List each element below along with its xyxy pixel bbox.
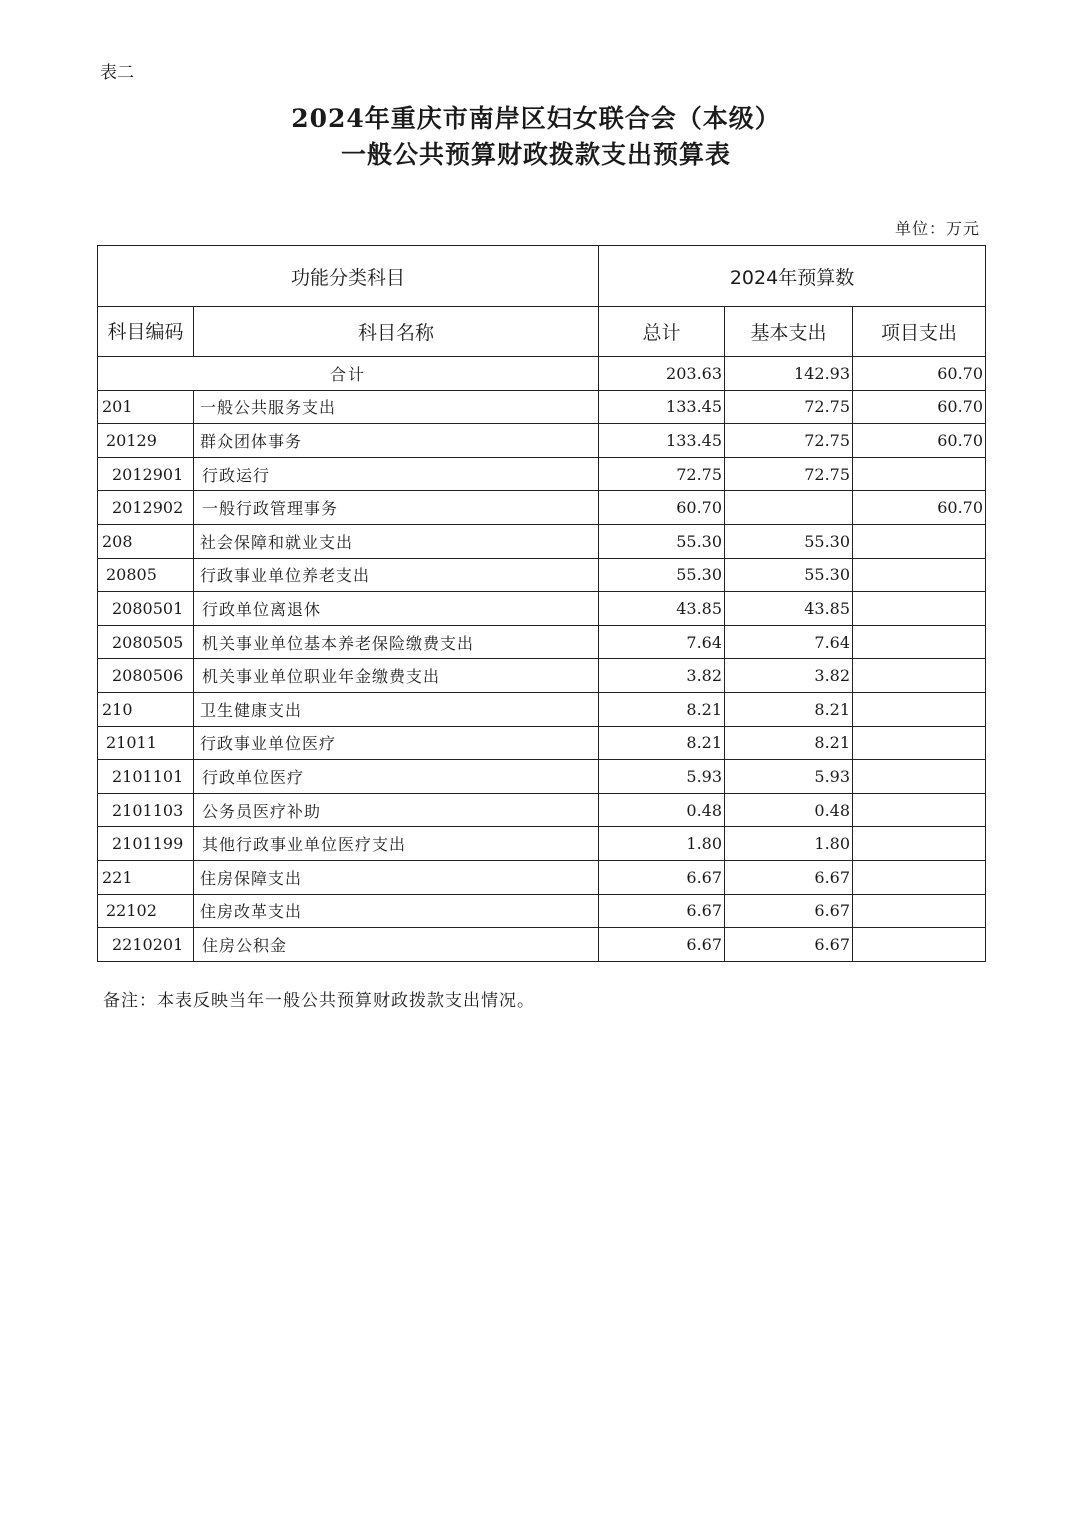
row-name: 一般公共服务支出 xyxy=(194,390,599,424)
row-code: 208 xyxy=(98,524,194,558)
row-total: 55.30 xyxy=(599,558,725,592)
row-total: 43.85 xyxy=(599,592,725,626)
row-project xyxy=(853,659,986,693)
row-project xyxy=(853,592,986,626)
row-total: 0.48 xyxy=(599,793,725,827)
row-project xyxy=(853,894,986,928)
row-project xyxy=(853,457,986,491)
table-row xyxy=(98,390,986,424)
row-project xyxy=(853,558,986,592)
row-name: 住房改革支出 xyxy=(194,894,599,928)
total-label: 合计 xyxy=(98,357,599,391)
row-total: 55.30 xyxy=(599,524,725,558)
table-row xyxy=(98,558,986,592)
row-total: 8.21 xyxy=(599,726,725,760)
footnote: 备注：本表反映当年一般公共预算财政拨款支出情况。 xyxy=(103,991,535,1011)
row-name: 其他行政事业单位医疗支出 xyxy=(194,827,599,861)
row-code: 2080506 xyxy=(98,659,194,693)
row-basic: 72.75 xyxy=(725,390,853,424)
table-row xyxy=(98,860,986,894)
header-name: 科目名称 xyxy=(194,307,599,357)
row-basic: 6.67 xyxy=(725,860,853,894)
row-basic: 8.21 xyxy=(725,726,853,760)
unit-label: 单位：万元 xyxy=(894,219,980,238)
row-total: 133.45 xyxy=(599,390,725,424)
table-row xyxy=(98,424,986,458)
row-project xyxy=(853,692,986,726)
row-total: 60.70 xyxy=(599,491,725,525)
table-row xyxy=(98,760,986,794)
table-row xyxy=(98,894,986,928)
row-code: 2012901 xyxy=(98,457,194,491)
row-basic: 6.67 xyxy=(725,894,853,928)
table-number-label: 表二 xyxy=(100,63,134,83)
header-function-category: 功能分类科目 xyxy=(98,246,599,307)
table-row xyxy=(98,457,986,491)
row-name: 住房保障支出 xyxy=(194,860,599,894)
header-total: 总计 xyxy=(599,307,725,357)
row-code: 20129 xyxy=(98,424,194,458)
table-row xyxy=(98,659,986,693)
row-project xyxy=(853,928,986,962)
header-basic: 基本支出 xyxy=(725,307,853,357)
row-basic xyxy=(725,491,853,525)
total-row xyxy=(98,357,986,391)
row-name: 行政单位医疗 xyxy=(194,760,599,794)
table-row xyxy=(98,726,986,760)
row-name: 卫生健康支出 xyxy=(194,692,599,726)
row-project xyxy=(853,860,986,894)
page-title-line-1: 2024年重庆市南岸区妇女联合会（本级） xyxy=(291,104,781,133)
row-name: 住房公积金 xyxy=(194,928,599,962)
header-project: 项目支出 xyxy=(853,307,986,357)
row-basic: 55.30 xyxy=(725,558,853,592)
row-basic: 43.85 xyxy=(725,592,853,626)
row-total: 1.80 xyxy=(599,827,725,861)
row-basic: 0.48 xyxy=(725,793,853,827)
table-row xyxy=(98,928,986,962)
row-basic: 8.21 xyxy=(725,692,853,726)
row-project xyxy=(853,793,986,827)
row-project xyxy=(853,726,986,760)
row-name: 行政运行 xyxy=(194,457,599,491)
row-name: 行政单位离退休 xyxy=(194,592,599,626)
row-basic: 72.75 xyxy=(725,424,853,458)
row-basic: 5.93 xyxy=(725,760,853,794)
row-code: 21011 xyxy=(98,726,194,760)
row-total: 6.67 xyxy=(599,928,725,962)
header-budget-2024: 2024年预算数 xyxy=(599,246,986,307)
row-project: 60.70 xyxy=(853,491,986,525)
table-row xyxy=(98,524,986,558)
row-total: 8.21 xyxy=(599,692,725,726)
row-project xyxy=(853,524,986,558)
header-code: 科目编码 xyxy=(98,307,194,357)
row-total: 6.67 xyxy=(599,894,725,928)
row-project: 60.70 xyxy=(853,390,986,424)
table-row xyxy=(98,827,986,861)
budget-table xyxy=(97,245,986,962)
row-basic: 6.67 xyxy=(725,928,853,962)
row-name: 机关事业单位职业年金缴费支出 xyxy=(194,659,599,693)
row-code: 221 xyxy=(98,860,194,894)
row-project xyxy=(853,625,986,659)
row-code: 22102 xyxy=(98,894,194,928)
row-total: 72.75 xyxy=(599,457,725,491)
row-code: 2080505 xyxy=(98,625,194,659)
row-code: 2080501 xyxy=(98,592,194,626)
table-row xyxy=(98,793,986,827)
row-name: 群众团体事务 xyxy=(194,424,599,458)
row-code: 201 xyxy=(98,390,194,424)
table-row xyxy=(98,491,986,525)
header-row-columns xyxy=(98,307,986,357)
table-row xyxy=(98,625,986,659)
row-basic: 1.80 xyxy=(725,827,853,861)
total-basic: 142.93 xyxy=(725,357,853,391)
page-title-line-2: 一般公共预算财政拨款支出预算表 xyxy=(340,140,731,169)
row-basic: 7.64 xyxy=(725,625,853,659)
row-total: 133.45 xyxy=(599,424,725,458)
row-total: 3.82 xyxy=(599,659,725,693)
row-name: 一般行政管理事务 xyxy=(194,491,599,525)
row-basic: 55.30 xyxy=(725,524,853,558)
row-total: 7.64 xyxy=(599,625,725,659)
row-name: 机关事业单位基本养老保险缴费支出 xyxy=(194,625,599,659)
row-name: 社会保障和就业支出 xyxy=(194,524,599,558)
row-basic: 3.82 xyxy=(725,659,853,693)
row-code: 2101103 xyxy=(98,793,194,827)
row-name: 行政事业单位医疗 xyxy=(194,726,599,760)
total-project: 60.70 xyxy=(853,357,986,391)
row-total: 6.67 xyxy=(599,860,725,894)
table-row xyxy=(98,592,986,626)
row-basic: 72.75 xyxy=(725,457,853,491)
row-code: 2210201 xyxy=(98,928,194,962)
row-project xyxy=(853,827,986,861)
total-total: 203.63 xyxy=(599,357,725,391)
row-code: 2012902 xyxy=(98,491,194,525)
row-code: 210 xyxy=(98,692,194,726)
row-code: 2101199 xyxy=(98,827,194,861)
row-total: 5.93 xyxy=(599,760,725,794)
row-code: 20805 xyxy=(98,558,194,592)
row-project xyxy=(853,760,986,794)
row-name: 公务员医疗补助 xyxy=(194,793,599,827)
row-code: 2101101 xyxy=(98,760,194,794)
row-project: 60.70 xyxy=(853,424,986,458)
header-row-group xyxy=(98,246,986,307)
row-name: 行政事业单位养老支出 xyxy=(194,558,599,592)
table-row xyxy=(98,692,986,726)
